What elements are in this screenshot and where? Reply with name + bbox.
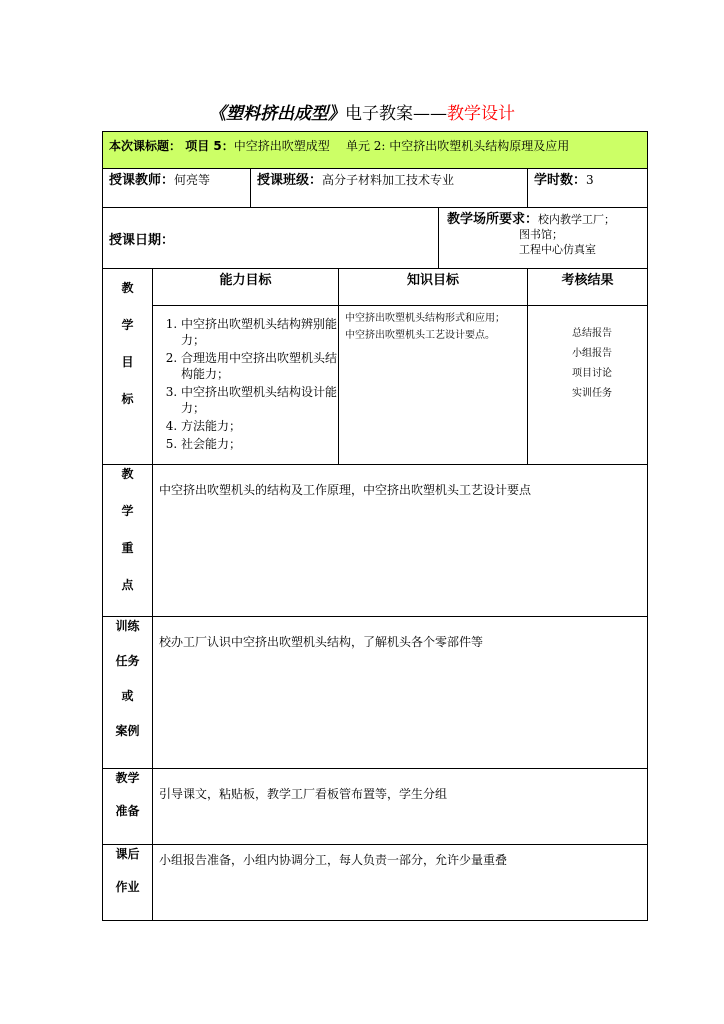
homework-side-line-1: 课后 [115, 847, 140, 861]
ability-item: 3. 中空挤出吹塑机头结构设计能力； [181, 384, 338, 416]
focus-side-char-2: 学 [121, 504, 134, 518]
teacher-row [103, 169, 648, 208]
assessment-item: 总结报告 [572, 328, 612, 339]
teacher-label: 授课教师： [109, 173, 175, 188]
class-value: 高分子材料加工技术专业 [322, 173, 455, 187]
title-book-name: 《塑料挤出成型》 [209, 104, 345, 124]
training-task-text: 校办工厂认识中空挤出吹塑机头结构，了解机头各个零部件等 [159, 635, 484, 649]
knowledge-goals-list [339, 306, 527, 348]
goals-side-char-4: 标 [121, 392, 134, 406]
class-label: 授课班级： [257, 173, 323, 188]
training-side-line-3: 或 [121, 689, 134, 703]
teaching-focus-row [103, 465, 648, 617]
teaching-prep-text: 引导课文，粘贴板，教学工厂看板管布置等，学生分组 [159, 787, 448, 801]
unit-text: 单元 2: 中空挤出吹塑机头结构原理及应用 [345, 139, 570, 153]
ability-goals-header: 能力目标 [153, 269, 339, 306]
ability-item: 5. 社会能力； [181, 436, 338, 452]
venue-item-2: 图书馆； [519, 228, 563, 241]
ability-item: 2. 合理选用中空挤出吹塑机头结构能力； [181, 350, 338, 382]
training-task-row [103, 617, 648, 769]
knowledge-item: 中空挤出吹塑机头工艺设计要点。 [345, 330, 495, 341]
teacher-value: 何亮等 [174, 173, 211, 187]
lesson-title-row [103, 132, 648, 169]
title-accent: 教学设计 [447, 104, 515, 124]
project-label: 项目 5： [185, 139, 234, 153]
prep-side-line-1: 教学 [115, 771, 140, 785]
ability-item: 1. 中空挤出吹塑机头结构辨别能力； [181, 316, 338, 348]
teaching-focus-text: 中空挤出吹塑机头的结构及工作原理，中空挤出吹塑机头工艺设计要点 [159, 483, 532, 497]
knowledge-item: 中空挤出吹塑机头结构形式和应用； [345, 313, 505, 324]
assessment-item: 项目讨论 [572, 368, 612, 379]
date-label: 授课日期： [109, 232, 175, 248]
knowledge-goals-header: 知识目标 [339, 269, 528, 306]
assessment-item: 实训任务 [572, 388, 612, 399]
venue-label: 教学场所要求： [447, 212, 539, 227]
teaching-prep-row [103, 769, 648, 845]
document-title [0, 102, 724, 126]
ability-goals-list [153, 316, 338, 452]
hours-value: 3 [586, 173, 594, 187]
homework-row [103, 845, 648, 921]
goals-body-row [103, 306, 648, 465]
lesson-plan-table [102, 131, 648, 921]
assessment-header: 考核结果 [528, 269, 648, 306]
assessment-item: 小组报告 [572, 348, 612, 359]
ability-item: 4. 方法能力； [181, 418, 338, 434]
prep-side-line-2: 准备 [115, 804, 140, 818]
project-text: 中空挤出吹塑成型 [233, 139, 330, 153]
focus-side-char-1: 教 [121, 467, 134, 481]
homework-side-line-2: 作业 [115, 880, 140, 894]
venue-item-1: 校内教学工厂； [538, 213, 616, 226]
venue-item-3: 工程中心仿真室 [519, 243, 596, 256]
title-middle: 电子教案—— [345, 104, 447, 124]
training-side-line-1: 训练 [115, 619, 140, 633]
date-venue-row [103, 208, 648, 269]
training-side-line-2: 任务 [115, 654, 140, 668]
hours-label: 学时数： [534, 173, 587, 188]
goals-side-char-1: 教 [121, 281, 134, 295]
goals-side-char-2: 学 [121, 318, 134, 332]
lesson-title-label: 本次课标题： [109, 139, 182, 153]
homework-text: 小组报告准备，小组内协调分工，每人负责一部分，允许少量重叠 [159, 853, 508, 867]
focus-side-char-3: 重 [121, 541, 134, 555]
goals-side-char-3: 目 [121, 355, 134, 369]
goals-header-row [103, 269, 648, 306]
assessment-list [528, 306, 647, 404]
focus-side-char-4: 点 [121, 578, 134, 592]
training-side-line-4: 案例 [115, 724, 140, 738]
